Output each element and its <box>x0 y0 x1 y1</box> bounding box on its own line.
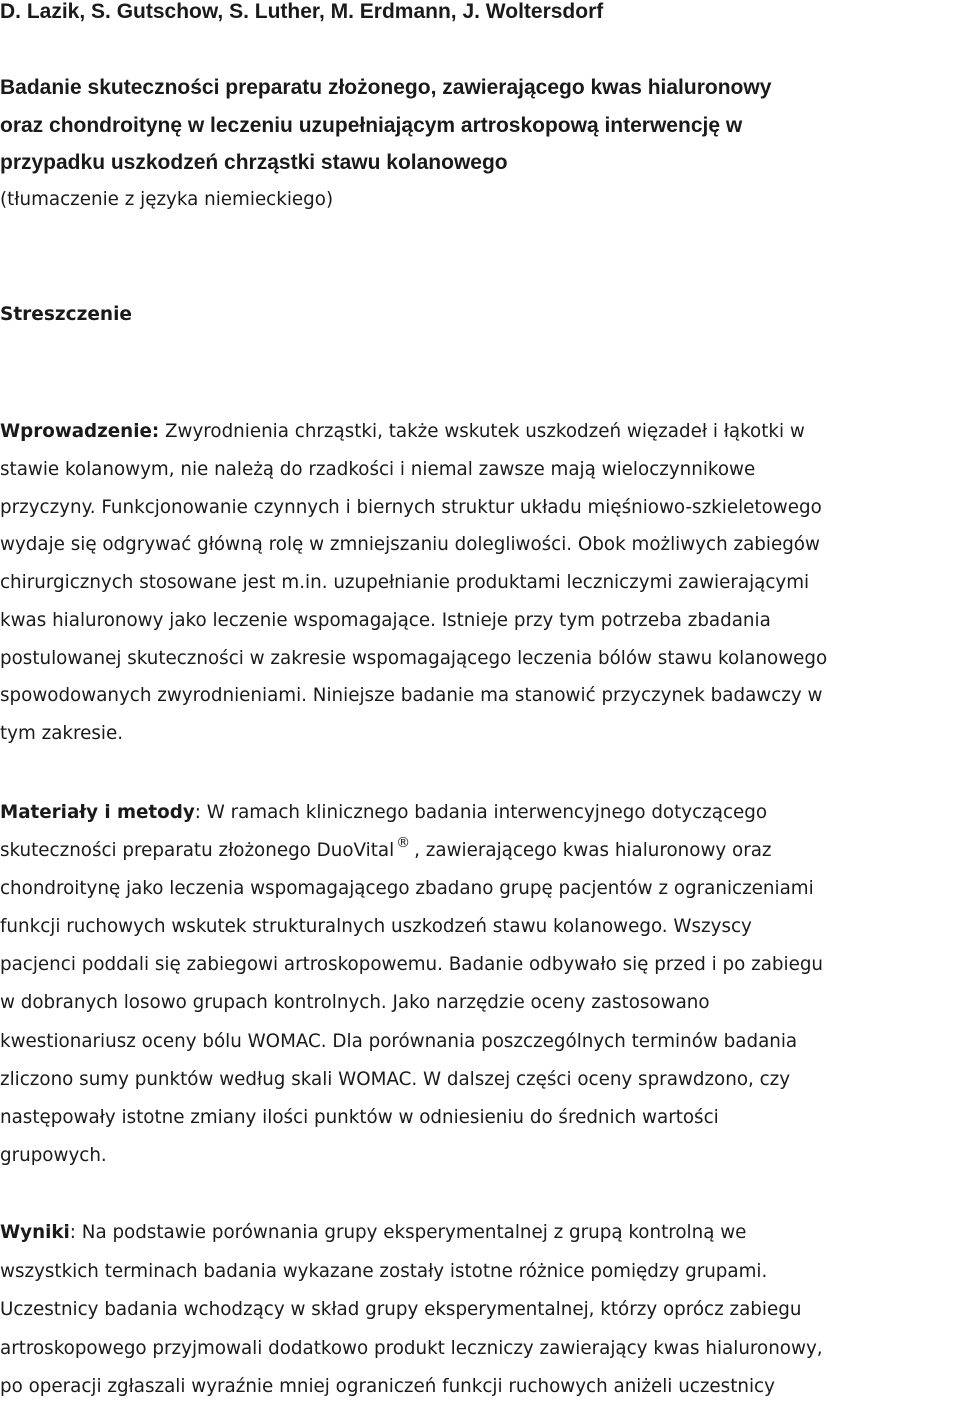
paragraph-line: kwas hialuronowy jako leczenie wspomagające. Istnieje przy tym potrzeba zbadania <box>0 609 771 631</box>
intro-paragraph <box>0 413 960 753</box>
paragraph-line: wydaje się odgrywać główną rolę w zmniejszaniu dolegliwości. Obok możliwych zabiegów <box>0 534 820 556</box>
paragraph-line <box>0 1214 960 1253</box>
paragraph-line: następowały istotne zmiany ilości punktów w odniesieniu do średnich wartości <box>0 1106 719 1128</box>
paragraph-line: przyczyny. Funkcjonowanie czynnych i biernych struktur układu mięśniowo-szkieletowego <box>0 496 822 518</box>
paragraph-line: chirurgicznych stosowane jest m.in. uzupełnianie produktami leczniczymi zawierającymi <box>0 572 810 593</box>
paragraph-line: spowodowanych zwyrodnieniami. Niniejsze badanie ma stanowić przyczynek badawczy w <box>0 685 823 707</box>
paragraph-line: chondroitynę jako leczenia wspomagającego zbadano grupę pacjentów z ograniczeniami <box>0 878 814 900</box>
results-first-line-text: : Na podstawie porównania grupy eksperymentalnej z grupą kontrolną we <box>69 1222 747 1243</box>
methods-first-line-text: : W ramach klinicznego badania interwencyjnego dotyczącego <box>194 802 768 823</box>
paragraph-line: w dobranych losowo grupach kontrolnych. Jako narzędzie oceny zastosowano <box>0 992 710 1014</box>
document-title <box>0 69 960 182</box>
paragraph-line: wszystkich terminach badania wykazane zostały istotne różnice pomiędzy grupami. <box>0 1260 768 1282</box>
paragraph-line: pacjenci poddali się zabiegowi artroskopowemu. Badanie odbywało się przed i po zabiegu <box>0 954 824 976</box>
paragraph-line <box>0 413 960 451</box>
intro-first-line-text: Zwyrodnienia chrząstki, także wskutek uszkodzeń więzadeł i łąkotki w <box>164 421 805 442</box>
paragraph-line: zliczono sumy punktów według skali WOMAC. W dalszej części oceny sprawdzono, czy <box>0 1068 791 1090</box>
paragraph-line: kwestionariusz oceny bólu WOMAC. Dla porównania poszczególnych terminów badania <box>0 1030 798 1052</box>
methods-label: Materiały i metody <box>0 802 195 823</box>
registered-trademark-mark: ® <box>396 835 411 852</box>
paragraph-line: po operacji zgłaszali wyraźnie mniej ograniczeń funkcji ruchowych aniżeli uczestnicy <box>0 1376 775 1397</box>
methods-second-line-before: skuteczności preparatu złożonego DuoVital <box>0 840 395 862</box>
paragraph-line: postulowanej skuteczności w zakresie wspomagającego leczenia bólów stawu kolanowego <box>0 647 828 669</box>
results-paragraph <box>0 1214 960 1407</box>
methods-second-line-after: , zawierającego kwas hialuronowy oraz <box>414 840 772 862</box>
title-line: Badanie skuteczności preparatu złożonego, zawierającego kwas hialuronowy <box>0 76 772 99</box>
authors: D. Lazik, S. Gutschow, S. Luther, M. Erdmann, J. Woltersdorf <box>0 0 604 23</box>
title-line: oraz chondroitynę w leczeniu uzupełniającym artroskopową interwencję w <box>0 113 743 137</box>
results-label: Wyniki <box>0 1222 70 1243</box>
paragraph-line: Uczestnicy badania wchodzący w skład grupy eksperymentalnej, którzy oprócz zabiegu <box>0 1299 802 1320</box>
paragraph-line <box>0 832 960 870</box>
intro-label: Wprowadzenie: <box>0 421 160 442</box>
section-heading-abstract: Streszczenie <box>0 304 132 325</box>
paragraph-line: artroskopowego przyjmowali dodatkowo produkt leczniczy zawierający kwas hialuronowy, <box>0 1337 823 1359</box>
paragraph-line <box>0 794 960 832</box>
paragraph-line: grupowych. <box>0 1144 107 1166</box>
methods-paragraph <box>0 794 960 1175</box>
translation-note: (tłumaczenie z języka niemieckiego) <box>0 189 334 210</box>
paragraph-line: funkcji ruchowych wskutek strukturalnych uszkodzeń stawu kolanowego. Wszyscy <box>0 916 752 938</box>
title-line: przypadku uszkodzeń chrząstki stawu kolanowego <box>0 151 508 174</box>
paragraph-line: tym zakresie. <box>0 723 124 744</box>
paragraph-line: stawie kolanowym, nie należą do rzadkości i niemal zawsze mają wieloczynnikowe <box>0 458 756 480</box>
